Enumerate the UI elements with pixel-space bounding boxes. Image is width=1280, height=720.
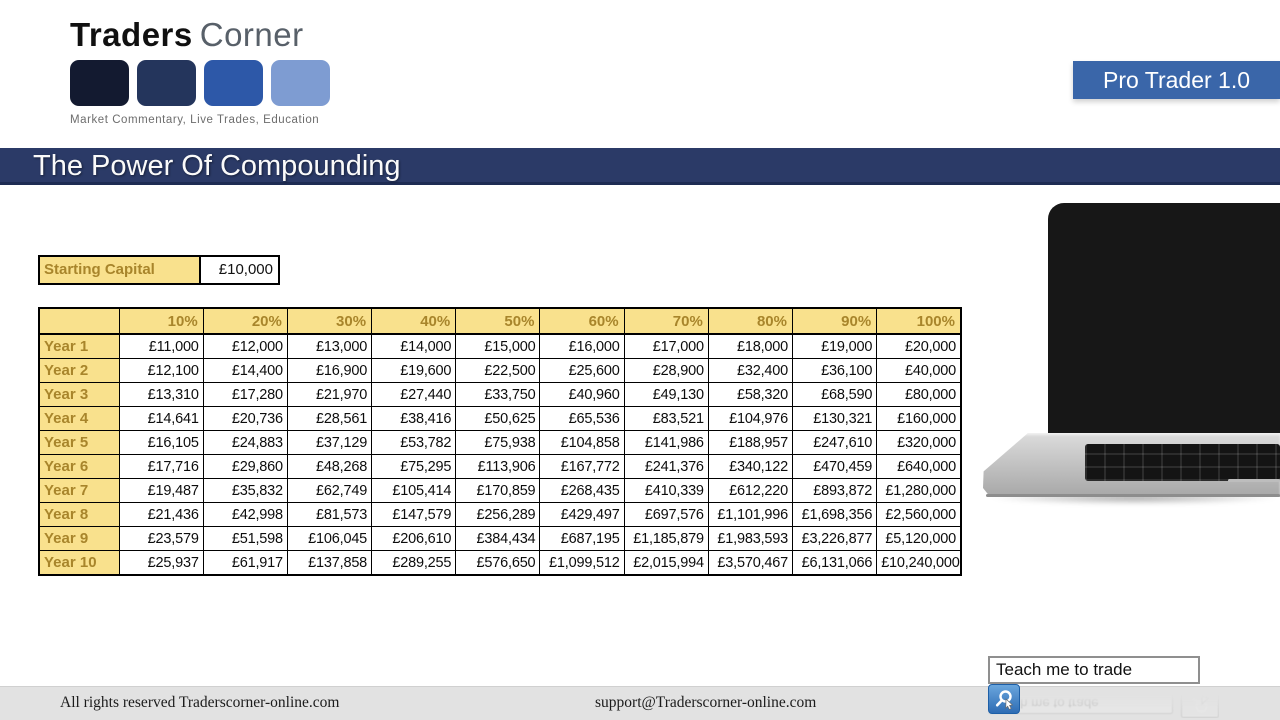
column-header-90%: 90% [793,308,877,334]
table-cell: £16,105 [119,431,203,455]
row-label: Year 4 [39,407,119,431]
table-cell: £2,015,994 [624,551,708,576]
table-cell: £33,750 [456,383,540,407]
brand-square-2 [137,60,196,106]
table-cell: £612,220 [708,479,792,503]
table-cell: £21,970 [287,383,371,407]
table-row [39,479,961,503]
table-cell: £1,698,356 [793,503,877,527]
table-cell: £53,782 [372,431,456,455]
column-header-20%: 20% [203,308,287,334]
table-cell: £3,226,877 [793,527,877,551]
corner-cell [39,308,119,334]
table-cell: £384,434 [456,527,540,551]
table-row [39,455,961,479]
table-cell: £3,570,467 [708,551,792,576]
table-cell: £2,560,000 [877,503,961,527]
table-cell: £16,000 [540,334,624,359]
table-cell: £29,860 [203,455,287,479]
table-cell: £40,000 [877,359,961,383]
page-title: The Power Of Compounding [0,148,1280,185]
table-cell: £25,600 [540,359,624,383]
table-cell: £51,598 [203,527,287,551]
table-cell: £27,440 [372,383,456,407]
column-header-10%: 10% [119,308,203,334]
table-cell: £206,610 [372,527,456,551]
table-row [39,527,961,551]
table-cell: £697,576 [624,503,708,527]
table-cell: £247,610 [793,431,877,455]
laptop-screen [1048,203,1280,433]
search-controls [988,656,1200,714]
table-cell: £6,131,066 [793,551,877,576]
table-cell: £17,280 [203,383,287,407]
table-cell: £20,736 [203,407,287,431]
table-cell: £28,561 [287,407,371,431]
laptop-keyboard [1085,444,1280,481]
table-cell: £19,000 [793,334,877,359]
laptop-front-edge [986,494,1280,497]
table-cell: £137,858 [287,551,371,576]
table-cell: £32,400 [708,359,792,383]
table-cell: £241,376 [624,455,708,479]
table-cell: £340,122 [708,455,792,479]
table-cell: £1,280,000 [877,479,961,503]
table-cell: £61,917 [203,551,287,576]
table-row [39,334,961,359]
table-cell: £410,339 [624,479,708,503]
brand-tagline: Market Commentary, Live Trades, Education [70,114,320,126]
pro-trader-badge: Pro Trader 1.0 [1073,61,1280,99]
brand-square-1 [70,60,129,106]
table-cell: £40,960 [540,383,624,407]
table-cell: £687,195 [540,527,624,551]
row-label: Year 3 [39,383,119,407]
table-cell: £5,120,000 [877,527,961,551]
table-cell: £19,600 [372,359,456,383]
table-cell: £48,268 [287,455,371,479]
table-cell: £28,900 [624,359,708,383]
table-cell: £893,872 [793,479,877,503]
table-row [39,503,961,527]
search-group [988,656,1200,714]
column-header-70%: 70% [624,308,708,334]
table-row [39,551,961,576]
table-cell: £105,414 [372,479,456,503]
table-row [39,383,961,407]
table-cell: £38,416 [372,407,456,431]
table-row [39,407,961,431]
table-cell: £20,000 [877,334,961,359]
row-label: Year 7 [39,479,119,503]
table-cell: £24,883 [203,431,287,455]
table-cell: £13,310 [119,383,203,407]
row-label: Year 6 [39,455,119,479]
laptop-shadow [988,491,1280,505]
table-cell: £15,000 [456,334,540,359]
column-header-30%: 30% [287,308,371,334]
footer-support-email: support@Traderscorner-online.com [595,694,817,711]
laptop-trackpad-edge [1228,479,1280,482]
table-cell: £13,000 [287,334,371,359]
row-label: Year 5 [39,431,119,455]
brand-logo [70,16,330,126]
table-cell: £80,000 [877,383,961,407]
column-header-80%: 80% [708,308,792,334]
row-label: Year 9 [39,527,119,551]
search-button[interactable] [988,684,1020,714]
row-label: Year 1 [39,334,119,359]
header-row [39,308,961,334]
table-cell: £320,000 [877,431,961,455]
table-cell: £576,650 [456,551,540,576]
compounding-table [38,307,962,576]
table-cell: £17,716 [119,455,203,479]
table-cell: £10,240,000 [877,551,961,576]
brand-square-4 [271,60,330,106]
table-cell: £640,000 [877,455,961,479]
table-cell: £268,435 [540,479,624,503]
table-cell: £68,590 [793,383,877,407]
table-cell: £75,295 [372,455,456,479]
table-cell: £160,000 [877,407,961,431]
table-cell: £62,749 [287,479,371,503]
laptop-body [980,433,1280,497]
brand-squares [70,60,330,106]
column-header-40%: 40% [372,308,456,334]
row-label: Year 10 [39,551,119,576]
table-cell: £18,000 [708,334,792,359]
brand-name-light: Corner [199,16,304,53]
table-cell: £14,400 [203,359,287,383]
table-cell: £113,906 [456,455,540,479]
table-cell: £14,000 [372,334,456,359]
table-cell: £81,573 [287,503,371,527]
table-cell: £58,320 [708,383,792,407]
table-cell: £12,000 [203,334,287,359]
row-label: Year 2 [39,359,119,383]
row-label: Year 8 [39,503,119,527]
table-cell: £65,536 [540,407,624,431]
table-cell: £50,625 [456,407,540,431]
table-cell: £188,957 [708,431,792,455]
starting-capital-box [38,255,280,285]
table-cell: £35,832 [203,479,287,503]
table-cell: £25,937 [119,551,203,576]
table-cell: £289,255 [372,551,456,576]
table-cell: £170,859 [456,479,540,503]
table-cell: £12,100 [119,359,203,383]
column-header-60%: 60% [540,308,624,334]
table-cell: £470,459 [793,455,877,479]
search-input[interactable] [988,656,1200,684]
table-row [39,431,961,455]
brand-name [70,16,330,54]
table-cell: £429,497 [540,503,624,527]
column-header-50%: 50% [456,308,540,334]
brand-square-3 [204,60,263,106]
table-cell: £104,858 [540,431,624,455]
table-cell: £83,521 [624,407,708,431]
table-cell: £11,000 [119,334,203,359]
table-cell: £256,289 [456,503,540,527]
table-cell: £104,976 [708,407,792,431]
table-cell: £1,101,996 [708,503,792,527]
table-cell: £1,185,879 [624,527,708,551]
table-cell: £75,938 [456,431,540,455]
table-cell: £14,641 [119,407,203,431]
footer-rights-text: All rights reserved Traderscorner-online.com [60,694,340,711]
magnifier-icon [993,688,1015,710]
table-cell: £17,000 [624,334,708,359]
table-body [39,334,961,575]
column-header-100%: 100% [877,308,961,334]
starting-capital-label: Starting Capital [40,257,201,283]
table-cell: £37,129 [287,431,371,455]
table-row [39,359,961,383]
table-cell: £106,045 [287,527,371,551]
table-header [39,308,961,334]
table-cell: £49,130 [624,383,708,407]
brand-name-bold: Traders [70,16,193,53]
table-cell: £23,579 [119,527,203,551]
starting-capital-value: £10,000 [218,261,273,278]
table-cell: £1,983,593 [708,527,792,551]
table-cell: £147,579 [372,503,456,527]
table-cell: £19,487 [119,479,203,503]
table-cell: £42,998 [203,503,287,527]
table-cell: £167,772 [540,455,624,479]
table-cell: £22,500 [456,359,540,383]
table-cell: £141,986 [624,431,708,455]
table-cell: £36,100 [793,359,877,383]
table-cell: £21,436 [119,503,203,527]
table-cell: £1,099,512 [540,551,624,576]
table-cell: £130,321 [793,407,877,431]
table-cell: £16,900 [287,359,371,383]
